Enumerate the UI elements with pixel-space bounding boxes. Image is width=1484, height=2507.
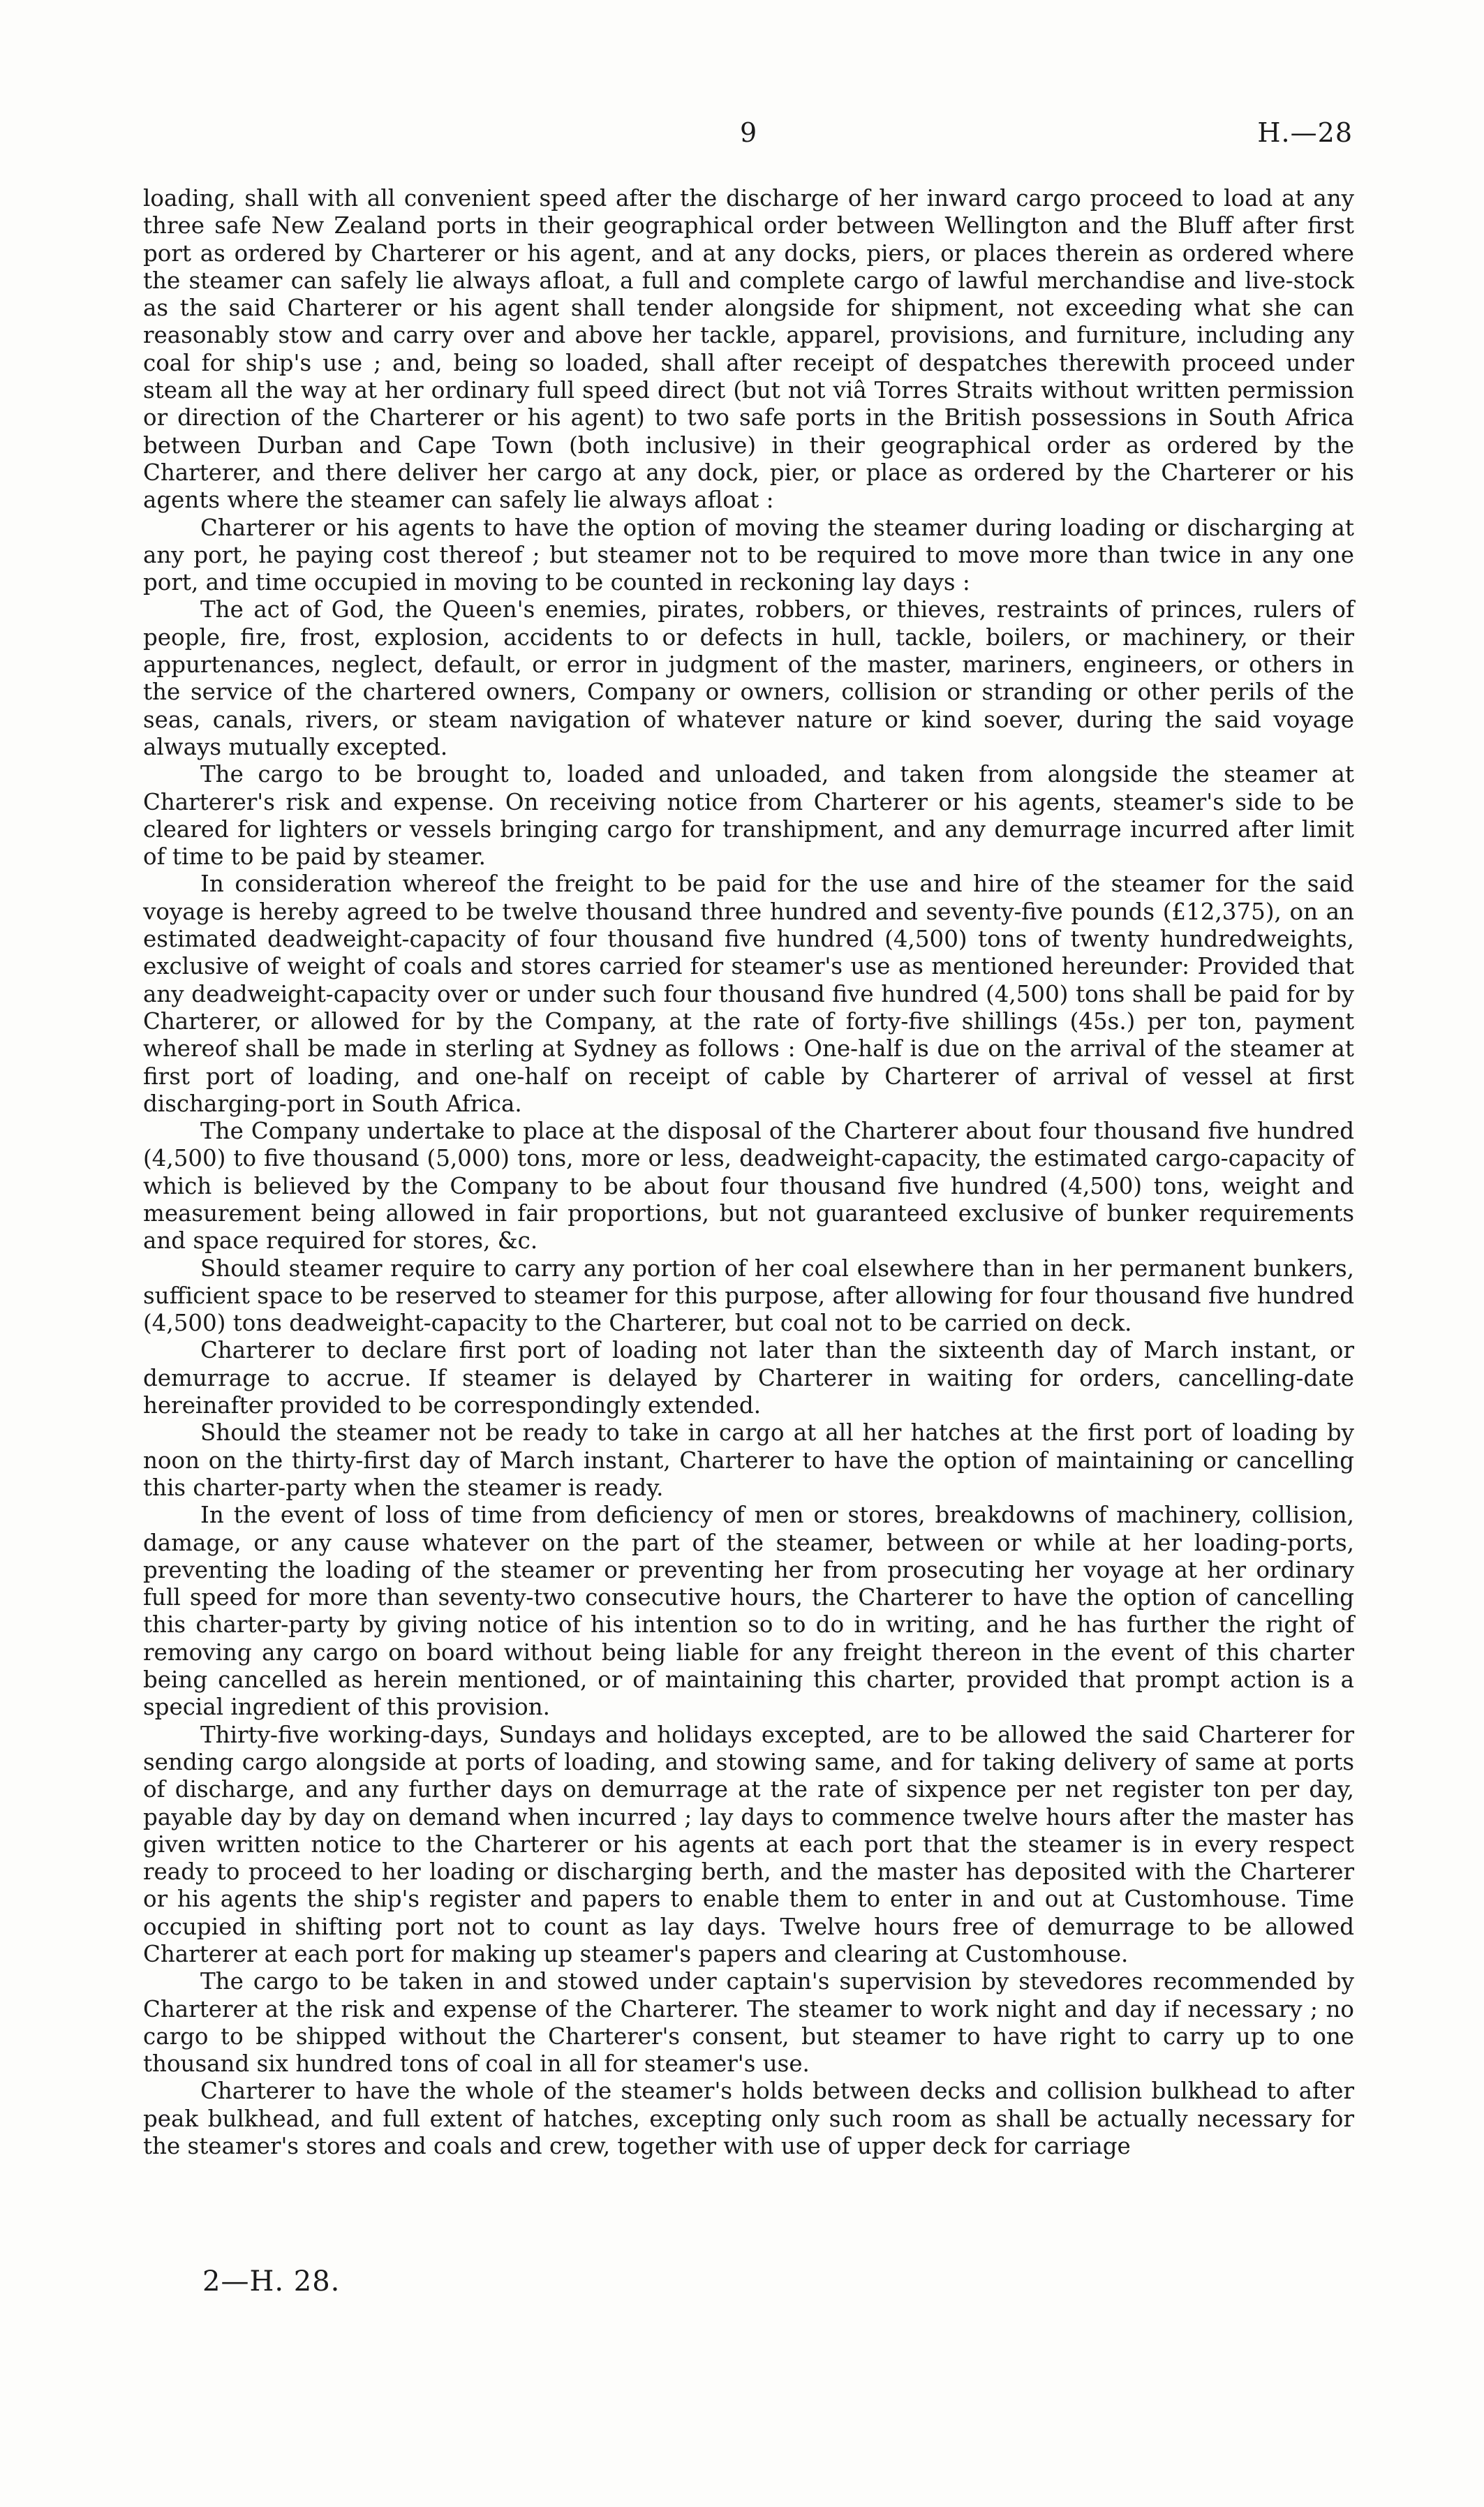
paragraph-freight: In consideration whereof the freight to be paid for the use and hire of the steamer for the said voyage is hereby agreed to be twelve thousand three hundred and seventy-five pounds (£12,375), on an estimated deadweight-capacity of four thousand five hundred (4,500) tons of twenty hundredweights, exclusive of weight of coals and stores carried for steamer's use as mentioned hereunder: Provided that any deadweight-capacity over or under such four thousand five hundred (4,500) tons shall be paid for by Charterer, or allowed for by the Company, at the rate of forty-five shillings (45s.) per ton, payment whereof shall be made in sterling at Sydney as follows : One-half is due on the arrival of the steamer at first port of loading, and one-half on receipt of cable by Charterer of arrival of vessel at first discharging-port in South Africa. [143,871,1354,1117]
paragraph-stowage: The cargo to be taken in and stowed under captain's supervision by stevedores recommended by Charterer at the risk and expense of the Charterer. The steamer to work night and day if necessary ; no cargo to be shipped without the Charterer's consent, but steamer to have right to carry up to one thousand six hundred tons of coal in all for steamer's use. [143,1968,1354,2078]
paragraph-exceptions: The act of God, the Queen's enemies, pirates, robbers, or thieves, restraints of princes, rulers of people, fire, frost, explosion, accidents to or defects in hull, tackle, boilers, or machinery, or their appurtenances, neglect, default, or error in judgment of the master, mariners, engineers, or others in the service of the chartered owners, Company or owners, collision or stranding or other perils of the seas, canals, rivers, or steam navigation of whatever nature or kind soever, during the said voyage always mutually excepted. [143,596,1354,760]
page-header [0,117,1484,159]
paragraph-cargo-risk: The cargo to be brought to, loaded and unloaded, and taken from alongside the steamer at Charterer's risk and expense. On receiving notice from Charterer or his agents, steamer's side to be cleared for lighters or vessels bringing cargo for transhipment, and any demurrage incurred after limit of time to be paid by steamer. [143,761,1354,871]
body-text [143,185,1354,2160]
paragraph-continuation: loading, shall with all convenient speed after the discharge of her inward cargo proceed to load at any three safe New Zealand ports in their geographical order between Wellington and the Bluff after first port as ordered by Charterer or his agent, and at any docks, piers, or places therein as ordered where the steamer can safely lie always afloat, a full and complete cargo of lawful merchandise and live-stock as the said Charterer or his agent shall tender alongside for shipment, not exceeding what she can reasonably stow and carry over and above her tackle, apparel, provisions, and furniture, including any coal for ship's use ; and, being so loaded, shall after receipt of despatches therewith proceed under steam all the way at her ordinary full speed direct (but not viâ Torres Straits without written permission or direction of the Charterer or his agent) to two safe ports in the British possessions in South Africa between Durban and Cape Town (both inclusive) in their geographical order as ordered by the Charterer, and there deliver her cargo at any dock, pier, or place as ordered by the Charterer or his agents where the steamer can safely lie always afloat : [143,185,1354,514]
paragraph-readiness: Should the steamer not be ready to take in cargo at all her hatches at the first port of loading by noon on the thirty-first day of March instant, Charterer to have the option of maintaining or cancelling this charter-party when the steamer is ready. [143,1419,1354,1501]
page-number: 9 [740,117,757,148]
paragraph-first-port: Charterer to declare first port of loading not later than the sixteenth day of March instant, or demurrage to accrue. If steamer is delayed by Charterer in waiting for orders, cancelling-date hereinafter provided to be correspondingly extended. [143,1337,1354,1419]
document-reference: H.—28 [1257,117,1353,148]
paragraph-moving-steamer: Charterer or his agents to have the option of moving the steamer during loading or discharging at any port, he paying cost thereof ; but steamer not to be required to move more than twice in any one port, and time occupied in moving to be counted in reckoning lay days : [143,514,1354,596]
paragraph-holds: Charterer to have the whole of the steamer's holds between decks and collision bulkhead to after peak bulkhead, and full extent of hatches, excepting only such room as shall be actually necessary for the steamer's stores and coals and crew, together with use of upper deck for carriage [143,2078,1354,2160]
paragraph-capacity: The Company undertake to place at the disposal of the Charterer about four thousand five hundred (4,500) to five thousand (5,000) tons, more or less, deadweight-capacity, the estimated cargo-capacity of which is believed by the Company to be about four thousand five hundred (4,500) tons, weight and measurement being allowed in fair proportions, but not guaranteed exclusive of bunker requirements and space required for stores, &c. [143,1118,1354,1255]
paragraph-loss-of-time: In the event of loss of time from deficiency of men or stores, breakdowns of machinery, collision, damage, or any cause whatever on the part of the steamer, between or while at her loading-ports, preventing the loading of the steamer or preventing her from prosecuting her voyage at her ordinary full speed for more than seventy-two consecutive hours, the Charterer to have the option of cancelling this charter-party by giving notice of his intention so to do in writing, and he has further the right of removing any cargo on board without being liable for any freight thereon in the event of this charter being cancelled as herein mentioned, or of maintaining this charter, provided that prompt action is a special ingredient of this provision. [143,1502,1354,1721]
paragraph-coal-space: Should steamer require to carry any portion of her coal elsewhere than in her permanent bunkers, sufficient space to be reserved to steamer for this purpose, after allowing for four thousand five hundred (4,500) tons deadweight-capacity to the Charterer, but coal not to be carried on deck. [143,1255,1354,1337]
page-signature: 2—H. 28. [202,2265,341,2298]
paragraph-lay-days: Thirty-five working-days, Sundays and holidays excepted, are to be allowed the said Charterer for sending cargo alongside at ports of loading, and stowing same, and for taking delivery of same at ports of discharge, and any further days on demurrage at the rate of sixpence per net register ton per day, payable day by day on demand when incurred ; lay days to commence twelve hours after the master has given written notice to the Charterer or his agents at each port that the steamer is in every respect ready to proceed to her loading or discharging berth, and the master has deposited with the Charterer or his agents the ship's register and papers to enable them to enter in and out at Customhouse. Time occupied in shifting port not to count as lay days. Twelve hours free of demurrage to be allowed Charterer at each port for making up steamer's papers and clearing at Customhouse. [143,1721,1354,1967]
